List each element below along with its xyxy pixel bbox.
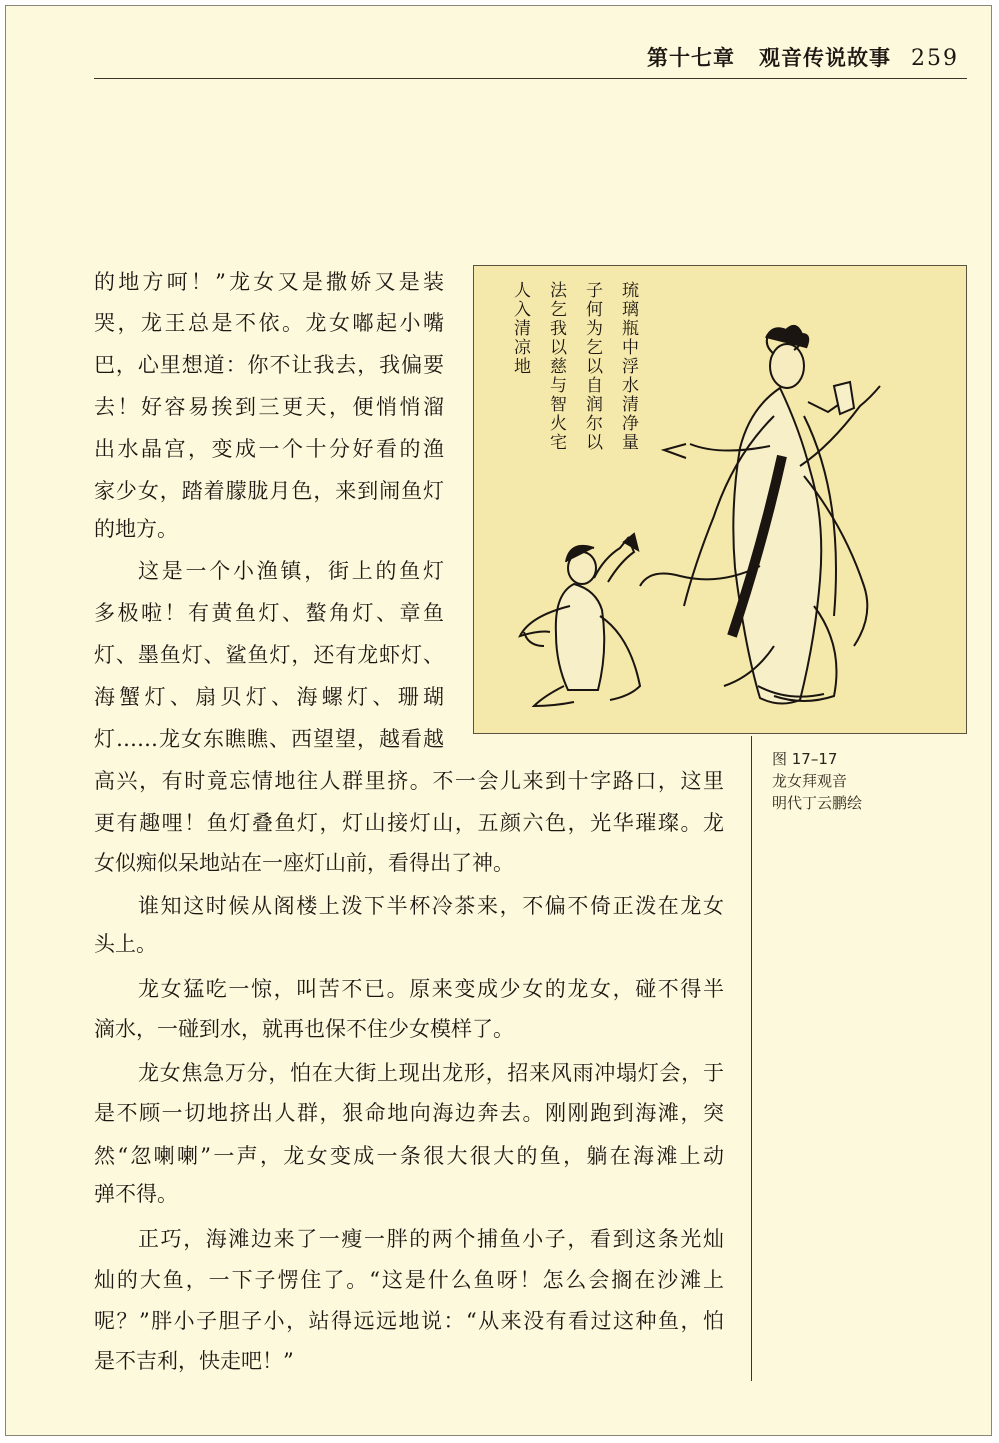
text-line: 谁知这时候从阁楼上泼下半杯冷茶来，不偏不倚正泼在龙女 <box>138 894 724 918</box>
caption-credit: 明代丁云鹏绘 <box>772 794 863 812</box>
text-line: 弹不得。 <box>94 1182 178 1206</box>
guanyin-illustration <box>474 266 967 734</box>
text-line: 是不吉利，快走吧！” <box>94 1349 294 1373</box>
text-line: 这是一个小渔镇，街上的鱼灯 <box>138 559 444 583</box>
text-line: 的地方呵！”龙女又是撒娇又是装 <box>94 270 444 294</box>
text-line: 家少女，踏着朦胧月色，来到闹鱼灯 <box>94 479 444 503</box>
running-header <box>647 42 959 72</box>
text-line: 正巧，海滩边来了一瘦一胖的两个捕鱼小子，看到这条光灿 <box>138 1227 724 1251</box>
inscription-column: 琉璃瓶中浮水清净量 <box>622 281 639 453</box>
text-line: 出水晶宫，变成一个十分好看的渔 <box>94 437 444 461</box>
caption-rule <box>751 736 752 1381</box>
text-line: 去！好容易挨到三更天，便悄悄溜 <box>94 395 444 419</box>
header-rule <box>94 78 967 79</box>
text-line: 巴，心里想道：你不让我去，我偏要 <box>94 353 444 377</box>
guanyin-figure <box>640 326 880 704</box>
dragon-girl-figure <box>520 534 640 706</box>
caption-title: 龙女拜观音 <box>772 772 848 790</box>
figure-caption <box>772 748 862 814</box>
text-line: 灿的大鱼，一下子愣住了。“这是什么鱼呀！怎么会搁在沙滩上 <box>94 1268 724 1292</box>
text-line: 灯、墨鱼灯、鲨鱼灯，还有龙虾灯、 <box>94 643 444 667</box>
text-line: 头上。 <box>94 932 157 956</box>
text-line: 滴水，一碰到水，就再也保不住少女模样了。 <box>94 1017 514 1041</box>
text-line: 更有趣哩！鱼灯叠鱼灯，灯山接灯山，五颜六色，光华璀璨。龙 <box>94 811 724 835</box>
text-line: 多极啦！有黄鱼灯、螯角灯、章鱼 <box>94 601 444 625</box>
chapter-title: 观音传说故事 <box>759 45 891 70</box>
text-line: 哭，龙王总是不依。龙女嘟起小嘴 <box>94 311 444 335</box>
text-line: 龙女焦急万分，怕在大街上现出龙形，招来风雨冲塌灯会，于 <box>138 1061 724 1085</box>
caption-number: 图 17–17 <box>772 750 838 768</box>
text-line: 高兴，有时竟忘情地往人群里挤。不一会儿来到十字路口，这里 <box>94 769 724 793</box>
text-line: 龙女猛吃一惊，叫苦不已。原来变成少女的龙女，碰不得半 <box>138 977 724 1001</box>
chapter-label: 第十七章 <box>647 45 735 70</box>
text-line: 女似痴似呆地站在一座灯山前，看得出了神。 <box>94 851 514 875</box>
text-line: 海蟹灯、扇贝灯、海螺灯、珊瑚 <box>94 685 444 709</box>
inscription-column: 法乞我以慈与智火宅 <box>550 281 567 453</box>
text-line: 呢？”胖小子胆子小，站得远远地说：“从来没有看过这种鱼，怕 <box>94 1309 724 1333</box>
inscription-column: 子何为乞以自润尔以 <box>586 281 603 453</box>
illustration-frame <box>473 265 967 734</box>
inscription-column: 人入清凉地 <box>514 281 531 377</box>
calligraphy-inscription <box>514 281 639 453</box>
book-page <box>5 5 992 1436</box>
text-line: 然“忽喇喇”一声，龙女变成一条很大很大的鱼，躺在海滩上动 <box>94 1144 724 1168</box>
page-number: 259 <box>911 46 959 71</box>
text-line: 灯……龙女东瞧瞧、西望望，越看越 <box>94 727 444 751</box>
text-line: 的地方。 <box>94 517 178 541</box>
text-line: 是不顾一切地挤出人群，狠命地向海边奔去。刚刚跑到海滩，突 <box>94 1101 724 1125</box>
